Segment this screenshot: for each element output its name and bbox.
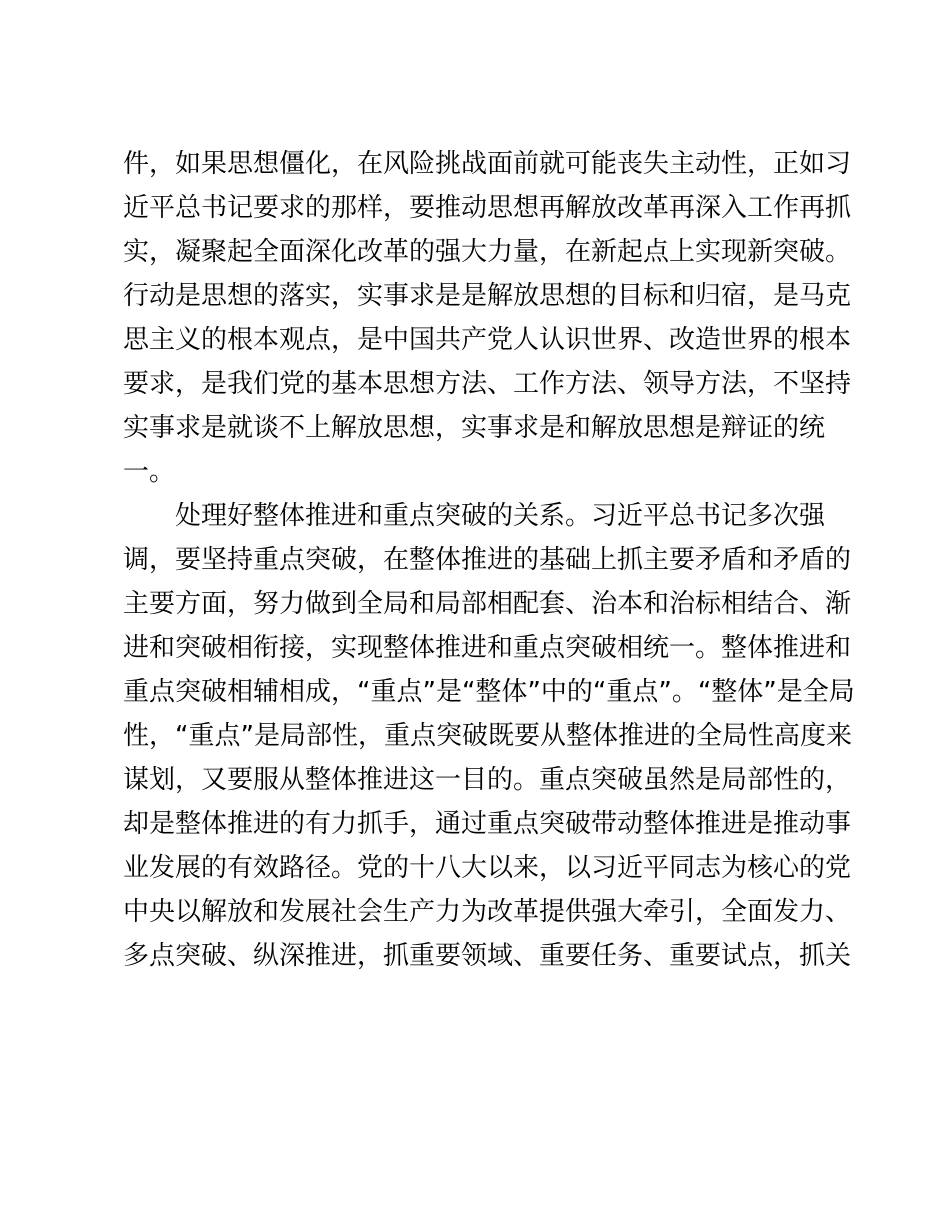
- text-line: 主要方面，努力做到全局和局部相配套、治本和治标相结合、渐: [123, 589, 852, 619]
- text-line: 调，要坚持重点突破，在整体推进的基础上抓主要矛盾和矛盾的: [123, 545, 852, 575]
- text-line: 处理好整体推进和重点突破的关系。习近平总书记多次强: [175, 501, 826, 531]
- text-line: 思主义的根本观点，是中国共产党人认识世界、改造世界的根本: [123, 325, 852, 355]
- text-line: 业发展的有效路径。党的十八大以来，以习近平同志为核心的党: [123, 853, 852, 883]
- text-line: 谋划，又要服从整体推进这一目的。重点突破虽然是局部性的，: [123, 765, 852, 795]
- body-text: [123, 142, 855, 978]
- text-line: 件，如果思想僵化，在风险挑战面前就可能丧失主动性，正如习: [123, 149, 852, 179]
- paragraph-1: [123, 142, 852, 494]
- text-line: 却是整体推进的有力抓手，通过重点突破带动整体推进是推动事: [123, 809, 852, 839]
- text-line: 性，“重点”是局部性，重点突破既要从整体推进的全局性高度来: [123, 721, 852, 751]
- text-line: 要求，是我们党的基本思想方法、工作方法、领导方法，不坚持: [123, 369, 852, 399]
- text-line: 实，凝聚起全面深化改革的强大力量，在新起点上实现新突破。: [123, 237, 852, 267]
- text-line: 多点突破、纵深推进，抓重要领域、重要任务、重要试点，抓关: [123, 941, 852, 971]
- text-line: 行动是思想的落实，实事求是是解放思想的目标和归宿，是马克: [123, 281, 852, 311]
- text-line: 重点突破相辅相成，“重点”是“整体”中的“重点”。“整体”是全局: [123, 677, 855, 707]
- text-line: 实事求是就谈不上解放思想，实事求是和解放思想是辩证的统: [123, 413, 826, 443]
- text-line: 一。: [123, 457, 176, 487]
- text-line: 进和突破相衔接，实现整体推进和重点突破相统一。整体推进和: [123, 633, 852, 663]
- paragraph-2: [123, 494, 855, 978]
- text-line: 近平总书记要求的那样，要推动思想再解放改革再深入工作再抓: [123, 193, 852, 223]
- text-line: 中央以解放和发展社会生产力为改革提供强大牵引，全面发力、: [123, 897, 852, 927]
